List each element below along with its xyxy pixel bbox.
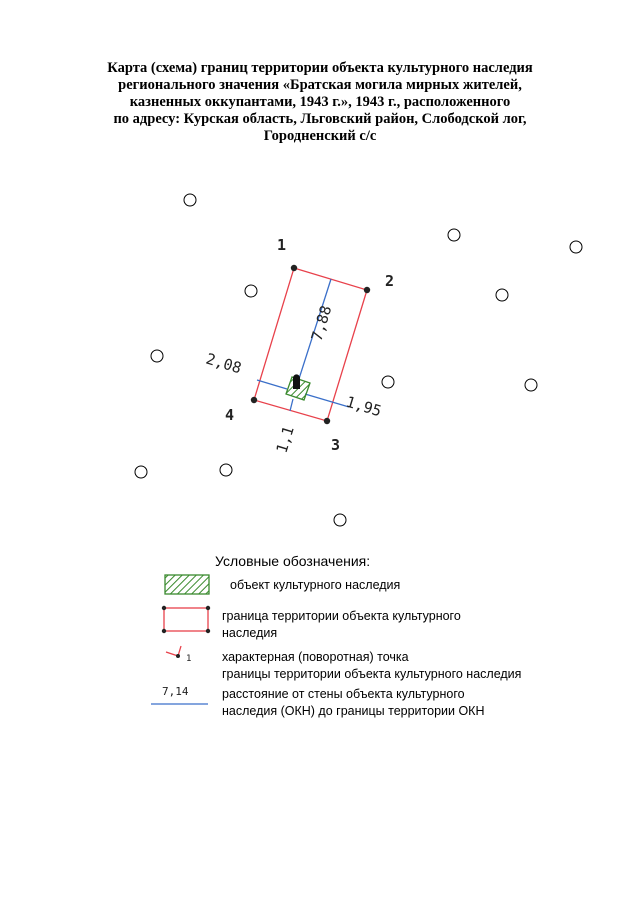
point-label-1: 1 bbox=[277, 236, 287, 254]
boundary-point-4 bbox=[251, 397, 257, 403]
terrain-circle bbox=[334, 514, 346, 526]
terrain-circle bbox=[151, 350, 163, 362]
distance-label-2-08: 2,08 bbox=[203, 349, 244, 378]
title-line-2: регионального значения «Братская могила мирных жителей, bbox=[118, 77, 522, 93]
boundary-point-1 bbox=[291, 265, 297, 271]
legend-heritage-text bbox=[230, 577, 400, 594]
legend-point-line-1: характерная (поворотная) точка bbox=[222, 650, 409, 664]
legend-point-line-2: границы территории объекта культурного наследия bbox=[222, 667, 522, 681]
distance-label-1-95: 1,95 bbox=[343, 392, 384, 421]
terrain-circle bbox=[525, 379, 537, 391]
legend-point-swatch bbox=[166, 646, 191, 664]
legend-distance-text bbox=[222, 686, 485, 720]
boundary-point-2 bbox=[364, 287, 370, 293]
distance-label-1-1: 1,1 bbox=[272, 423, 298, 456]
point-label-2: 2 bbox=[385, 272, 395, 290]
legend-symbols bbox=[151, 575, 210, 704]
legend-boundary-text bbox=[222, 608, 461, 642]
terrain-circle bbox=[184, 194, 196, 206]
point-label-3: 3 bbox=[331, 436, 341, 454]
legend-boundary-line-2: наследия bbox=[222, 626, 278, 640]
title-line-1: Карта (схема) границ территории объекта культурного наследия bbox=[107, 60, 533, 76]
distance-line-right bbox=[305, 394, 349, 407]
legend-title: Условные обозначения: bbox=[215, 553, 371, 569]
distance-label-7-88: 7,88 bbox=[307, 303, 336, 344]
terrain-circle bbox=[135, 466, 147, 478]
legend-boundary-line-1: граница территории объекта культурного bbox=[222, 609, 461, 623]
legend-distance-line-2: наследия (ОКН) до границы территории ОКН bbox=[222, 704, 485, 718]
distance-line-bottom bbox=[290, 399, 293, 411]
legend-distance-sample: 7,14 bbox=[162, 685, 189, 698]
legend-distance-line-1: расстояние от стены объекта культурного bbox=[222, 687, 465, 701]
point-label-4: 4 bbox=[225, 406, 235, 424]
legend-point-text bbox=[222, 649, 521, 683]
distance-line-left bbox=[257, 380, 287, 389]
terrain-circle bbox=[382, 376, 394, 388]
legend-point-number: 1 bbox=[186, 654, 192, 664]
title-line-5: Городненский с/с bbox=[263, 128, 377, 144]
title-line-3: казненных оккупантами, 1943 г.», 1943 г., расположенного bbox=[129, 94, 511, 110]
legend-heritage-swatch bbox=[165, 575, 209, 594]
boundary-point-3 bbox=[324, 418, 330, 424]
legend-distance-swatch bbox=[151, 685, 208, 704]
legend-heritage-label: объект культурного наследия bbox=[230, 578, 401, 592]
terrain-circle bbox=[570, 241, 582, 253]
terrain-markers bbox=[135, 194, 582, 526]
legend-boundary-swatch bbox=[162, 606, 210, 633]
monument-icon bbox=[293, 374, 300, 389]
terrain-circle bbox=[448, 229, 460, 241]
title-line-4: по адресу: Курская область, Льговский район, Слободской лог, bbox=[113, 111, 527, 127]
terrain-circle bbox=[496, 289, 508, 301]
terrain-circle bbox=[245, 285, 257, 297]
terrain-circle bbox=[220, 464, 232, 476]
